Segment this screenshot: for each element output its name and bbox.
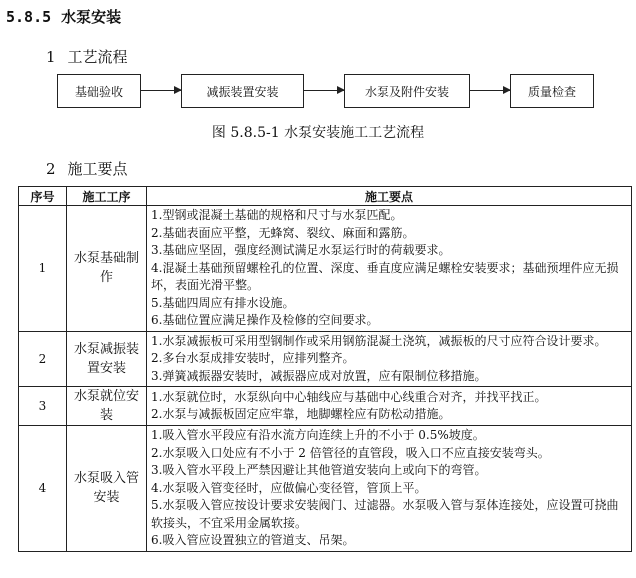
subheading-title: 工艺流程 [67, 48, 128, 66]
table-row [19, 206, 632, 332]
point-item: 4.水泵吸入管变径时，应做偏心变径管，管顶上平。 [151, 480, 427, 495]
point-item: 1.水泵就位时，水泵纵向中心轴线应与基础中心线重合对齐，并找平找正。 [151, 389, 547, 404]
flow-arrow-1 [141, 90, 181, 91]
subheading-key-points [46, 158, 128, 179]
point-item: 1.水泵减振板可采用型钢制作或采用钢筋混凝土浇筑，减振板的尺寸应符合设计要求。 [151, 333, 607, 348]
figure-caption: 图 5.8.5-1 水泵安装施工工艺流程 [211, 125, 425, 141]
row-process: 水泵基础制作 [67, 206, 147, 332]
row-number: 2 [19, 331, 67, 387]
point-item: 6.基础位置应满足操作及检修的空间要求。 [151, 313, 379, 327]
flow-step-3: 水泵及附件安装 [344, 74, 470, 108]
row-process: 水泵就位安装 [67, 387, 147, 426]
point-item: 6.吸入管应设置独立的管道支、吊架。 [151, 533, 355, 547]
row-points [147, 206, 632, 332]
header-process: 施工工序 [67, 187, 147, 206]
row-points [147, 387, 632, 426]
point-item: 5.水泵吸入管应按设计要求安装阀门、过滤器。水泵吸入管与泵体连接处，应设置可挠曲软接头，不宜采用金属软接。 [151, 498, 619, 530]
point-item: 2.多台水泵成排安装时，应排列整齐。 [151, 351, 355, 365]
point-item: 3.弹簧减振器安装时，减振器应成对放置，应有限制位移措施。 [151, 368, 487, 383]
row-number: 3 [19, 387, 67, 426]
section-number: 5.8.5 [6, 8, 52, 26]
point-item: 1.吸入管水平段应有沿水流方向连续上升的不小于 0.5%坡度。 [151, 428, 485, 442]
header-points: 施工要点 [147, 187, 632, 206]
point-item: 2.水泵与减振板固定应牢靠，地脚螺栓应有防松动措施。 [151, 407, 451, 421]
flow-arrow-2 [304, 90, 344, 91]
point-item: 3.基础应坚固，强度经测试满足水泵运行时的荷载要求。 [151, 243, 451, 257]
row-points [147, 426, 632, 552]
point-item: 4.混凝土基础预留螺栓孔的位置、深度、垂直度应满足螺栓安装要求；基础预埋件应无损坏，表面光滑平整。 [151, 260, 619, 292]
subheading-process-flow [46, 46, 128, 67]
section-title: 水泵安装 [61, 8, 122, 26]
section-heading [6, 6, 121, 27]
row-number: 1 [19, 206, 67, 332]
row-process: 水泵减振装置安装 [67, 331, 147, 387]
row-number: 4 [19, 426, 67, 552]
flow-step-4: 质量检查 [510, 74, 594, 108]
flow-step-2: 减振装置安装 [181, 74, 304, 108]
subheading-title: 施工要点 [67, 160, 128, 178]
subheading-number: 2 [46, 160, 56, 178]
construction-points-table [18, 186, 632, 552]
row-points [147, 331, 632, 387]
point-item: 3.吸入管水平段上严禁因避让其他管道安装向上或向下的弯管。 [151, 463, 487, 477]
table-row [19, 387, 632, 426]
point-item: 5.基础四周应有排水设施。 [151, 295, 295, 310]
header-seq: 序号 [19, 187, 67, 206]
point-item: 2.水泵吸入口处应有不小于 2 倍管径的直管段，吸入口不应直接安装弯头。 [151, 445, 550, 460]
row-process: 水泵吸入管安装 [67, 426, 147, 552]
flow-step-1: 基础验收 [57, 74, 141, 108]
table-row [19, 331, 632, 387]
subheading-number: 1 [46, 48, 56, 66]
flow-arrow-3 [470, 90, 510, 91]
point-item: 2.基础表面应平整，无蜂窝、裂纹、麻面和露筋。 [151, 225, 415, 240]
table-row [19, 426, 632, 552]
table-header-row [19, 187, 632, 206]
point-item: 1.型钢或混凝土基础的规格和尺寸与水泵匹配。 [151, 208, 403, 222]
